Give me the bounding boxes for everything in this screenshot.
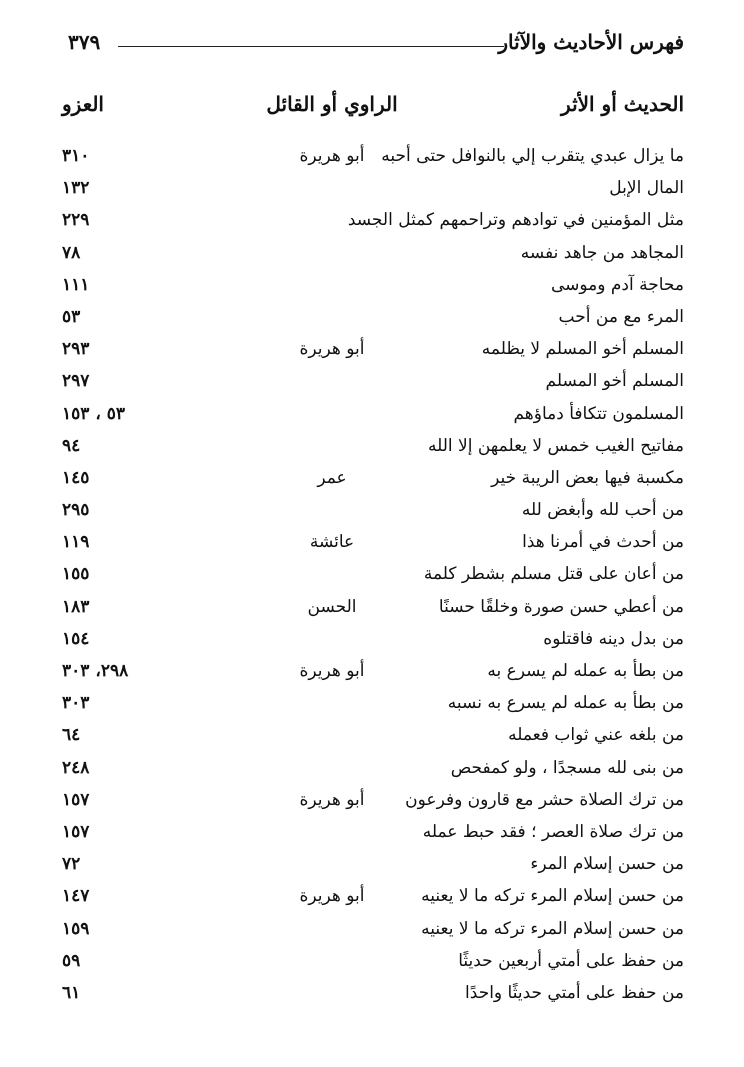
reference-pages: ١٥٥ xyxy=(62,564,90,585)
reference-pages: ١٥٤ xyxy=(62,628,90,649)
index-table xyxy=(62,144,684,1013)
hadith-text: من حفظ على أمتي أربعين حديثًا xyxy=(458,950,684,971)
table-row xyxy=(62,852,684,884)
hadith-text: المال الإبل xyxy=(609,178,684,199)
reference-pages: ٧٢ xyxy=(62,854,81,875)
reference-pages: ١٤٥ xyxy=(62,467,90,488)
reference-pages: ٣٠٣ xyxy=(62,693,90,714)
table-row xyxy=(62,241,684,273)
hadith-text: من بدل دينه فاقتلوه xyxy=(543,628,684,649)
table-row xyxy=(62,595,684,627)
narrator: أبو هريرة xyxy=(299,886,365,907)
hadith-text: من أحدث في أمرنا هذا xyxy=(522,532,684,553)
narrator: عائشة xyxy=(309,532,355,553)
reference-pages: ١٤٧ xyxy=(62,886,90,907)
reference-pages: ٢٩٧ xyxy=(62,371,90,392)
hadith-text: مثل المؤمنين في توادهم وتراحمهم كمثل الجسد xyxy=(347,210,684,231)
table-row xyxy=(62,820,684,852)
reference-pages: ٧٨ xyxy=(62,242,81,263)
table-row xyxy=(62,305,684,337)
table-row xyxy=(62,756,684,788)
header-rule xyxy=(118,46,504,47)
reference-pages: ٢٢٩ xyxy=(62,210,90,231)
column-headers xyxy=(62,92,684,126)
table-row xyxy=(62,402,684,434)
table-row xyxy=(62,498,684,530)
hadith-text: مفاتيح الغيب خمس لا يعلمهن إلا الله xyxy=(427,435,684,456)
hadith-text: من أعان على قتل مسلم بشطر كلمة xyxy=(423,564,684,585)
running-title: فهرس الأحاديث والآثار xyxy=(498,30,684,54)
reference-pages: ٥٣ xyxy=(62,306,81,327)
table-row xyxy=(62,659,684,691)
table-row xyxy=(62,144,684,176)
hadith-text: من حسن إسلام المرء xyxy=(530,854,684,875)
running-header xyxy=(62,30,684,62)
reference-pages: ١٥٧ xyxy=(62,821,90,842)
hadith-text: من حسن إسلام المرء تركه ما لا يعنيه xyxy=(421,886,684,907)
reference-pages: ١١٩ xyxy=(62,532,90,553)
table-row xyxy=(62,176,684,208)
hadith-text: من ترك الصلاة حشر مع قارون وفرعون xyxy=(405,789,684,810)
table-row xyxy=(62,208,684,240)
table-row xyxy=(62,723,684,755)
reference-pages: ١١١ xyxy=(62,274,90,295)
hadith-text: من أحب لله وأبغض لله xyxy=(521,500,684,521)
table-row xyxy=(62,466,684,498)
reference-pages: ٢٩٣ xyxy=(62,339,90,360)
hadith-text: من حسن إسلام المرء تركه ما لا يعنيه xyxy=(421,918,684,939)
column-header-reference: العزو xyxy=(62,92,104,116)
reference-pages: ٦٤ xyxy=(62,725,81,746)
hadith-text: من ترك صلاة العصر ؛ فقد حبط عمله xyxy=(422,821,684,842)
hadith-text: المسلم أخو المسلم xyxy=(545,371,684,392)
reference-pages: ٦١ xyxy=(62,982,81,1003)
table-row xyxy=(62,884,684,916)
hadith-text: ما يزال عبدي يتقرب إلي بالنوافل حتى أحبه xyxy=(381,146,684,166)
column-header-narrator: الراوي أو القائل xyxy=(266,92,398,116)
hadith-text: مكسبة فيها بعض الريبة خير xyxy=(491,467,684,488)
hadith-text: من بلغه عني ثواب فعمله xyxy=(508,725,684,746)
reference-pages: ٣١٠ xyxy=(62,146,90,166)
table-row xyxy=(62,273,684,305)
table-row xyxy=(62,917,684,949)
table-row xyxy=(62,369,684,401)
narrator: أبو هريرة xyxy=(299,146,365,166)
hadith-text: محاجة آدم وموسى xyxy=(550,274,684,295)
reference-pages: ٢٤٨ xyxy=(62,757,90,778)
reference-pages: ٩٤ xyxy=(62,435,81,456)
table-row xyxy=(62,691,684,723)
reference-pages: ١٨٣ xyxy=(62,596,90,617)
table-row xyxy=(62,788,684,820)
reference-pages: ٥٣ ، ١٥٣ xyxy=(62,403,125,424)
reference-pages: ٢٩٥ xyxy=(62,500,90,521)
table-row xyxy=(62,981,684,1013)
hadith-text: من بطأ به عمله لم يسرع به xyxy=(487,661,684,681)
hadith-text: من بنى لله مسجدًا ، ولو كمفحص xyxy=(450,757,684,778)
table-row xyxy=(62,530,684,562)
hadith-text: من حفظ على أمتي حديثًا واحدًا xyxy=(465,982,684,1003)
reference-pages: ١٥٩ xyxy=(62,918,90,939)
hadith-text: المرء مع من أحب xyxy=(558,306,684,327)
hadith-text: المسلم أخو المسلم لا يظلمه xyxy=(481,339,684,360)
narrator: أبو هريرة xyxy=(299,789,365,810)
reference-pages: ١٥٧ xyxy=(62,789,90,810)
narrator: عمر xyxy=(317,467,347,488)
reference-pages: ٥٩ xyxy=(62,950,81,971)
narrator: أبو هريرة xyxy=(299,661,365,681)
table-row xyxy=(62,337,684,369)
hadith-text: المجاهد من جاهد نفسه xyxy=(520,242,684,263)
table-row xyxy=(62,562,684,594)
page-number: ٣٧٩ xyxy=(68,30,101,54)
hadith-text: من بطأ به عمله لم يسرع به نسبه xyxy=(447,693,684,714)
narrator: أبو هريرة xyxy=(299,339,365,360)
table-row xyxy=(62,627,684,659)
table-row xyxy=(62,949,684,981)
reference-pages: ١٣٢ xyxy=(62,178,90,199)
hadith-text: المسلمون تتكافأ دماؤهم xyxy=(513,403,684,424)
narrator: الحسن xyxy=(307,596,357,617)
hadith-text: من أعطي حسن صورة وخلقًا حسنًا xyxy=(438,596,684,617)
reference-pages: ٢٩٨، ٣٠٣ xyxy=(62,661,129,681)
table-row xyxy=(62,434,684,466)
column-header-hadith: الحديث أو الأثر xyxy=(561,92,684,116)
